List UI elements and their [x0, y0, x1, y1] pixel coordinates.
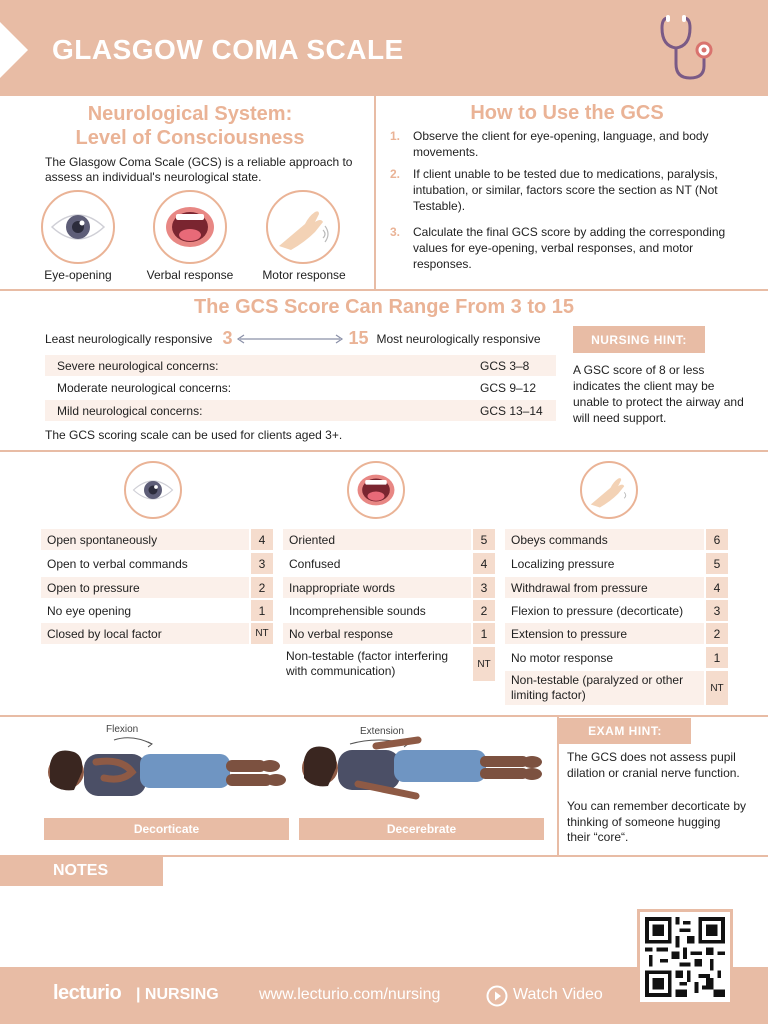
verbal-table-row	[283, 647, 495, 681]
least-responsive-label: Least neurologically responsive	[45, 331, 213, 346]
concern-label: Mild neurological concerns:	[57, 403, 203, 418]
motor-table-row	[505, 529, 728, 550]
eye-table-row	[41, 577, 273, 598]
step-text: Observe the client for eye-opening, language, and body movements.	[413, 129, 709, 159]
concern-row-moderate	[45, 377, 556, 398]
concern-value: GCS 9–12	[480, 380, 537, 395]
motor-response-icon-circle	[266, 190, 340, 264]
watch-video-link[interactable]: Watch Video	[513, 986, 603, 1003]
concern-value: GCS 13–14	[480, 403, 543, 418]
motor-score: 1	[706, 647, 728, 668]
step-text: Calculate the final GCS score by adding the corresponding values for eye-opening, verbal responses, and motor responses.	[413, 225, 726, 271]
step-text: If client unable to be tested due to medications, paralysis, intubation, or similar, factors score the section as NT (Not Testable).	[413, 167, 718, 213]
eye-score: 1	[251, 600, 273, 621]
verbal-response-label: Incomprehensible sounds	[289, 603, 426, 618]
concern-label: Severe neurological concerns:	[57, 358, 219, 373]
vertical-divider	[374, 96, 376, 289]
decerebrate-posture-illustration	[298, 736, 548, 810]
neuro-section-title	[40, 102, 340, 150]
neuro-title-line1: Neurological System:	[87, 103, 293, 125]
concern-label: Moderate neurological concerns:	[57, 380, 232, 395]
section-divider	[0, 289, 768, 291]
eye-response-label: Open spontaneously	[41, 529, 249, 550]
website-link[interactable]: www.lecturio.com/nursing	[259, 986, 441, 1003]
motor-table-icon-circle	[580, 461, 638, 519]
neuro-title-line2: Level of Consciousness	[75, 127, 305, 149]
verbal-score: NT	[473, 647, 495, 681]
motor-table-row	[505, 577, 728, 598]
range-scale	[45, 328, 541, 349]
nursing-hint-label: NURSING HINT:	[573, 326, 705, 353]
motor-score: 2	[706, 623, 728, 644]
motor-response-label: Flexion to pressure (decorticate)	[511, 603, 684, 618]
step-number: 3.	[390, 225, 401, 239]
exam-hint-text-1: The GCS does not assess pupil dilation or cranial nerve function.	[567, 750, 740, 780]
motor-score: 5	[706, 553, 728, 574]
verbal-score: 3	[473, 577, 495, 598]
motor-response-label: Withdrawal from pressure	[505, 577, 704, 598]
verbal-response-label: Inappropriate words	[283, 577, 471, 598]
eye-table-icon-circle	[124, 461, 182, 519]
eye-score: 3	[251, 553, 273, 574]
hand-icon	[587, 471, 631, 509]
section-divider	[0, 450, 768, 452]
section-divider	[0, 715, 768, 717]
motor-table-row	[505, 623, 728, 644]
qr-code-icon	[645, 917, 725, 997]
decerebrate-label: Decerebrate	[299, 818, 544, 840]
exam-hint-label: EXAM HINT:	[559, 718, 691, 744]
motor-score: 6	[706, 529, 728, 550]
page-title: GLASGOW COMA SCALE	[52, 34, 404, 65]
motor-score: 3	[706, 600, 728, 621]
mouth-icon	[356, 472, 396, 508]
notes-label: NOTES	[0, 855, 163, 886]
verbal-score: 1	[473, 623, 495, 644]
header-banner	[0, 0, 768, 96]
neuro-description: The Glasgow Coma Scale (GCS) is a reliable approach to assess an individual's neurological state.	[45, 155, 353, 184]
concern-row-mild	[45, 400, 556, 421]
motor-response-label: Extension to pressure	[505, 623, 704, 644]
eye-response-label: No eye opening	[47, 603, 132, 618]
motor-score: NT	[706, 671, 728, 705]
verbal-response-label: Confused	[289, 556, 341, 571]
eye-response-label: Closed by local factor	[41, 623, 249, 644]
play-icon[interactable]	[486, 985, 508, 1007]
concern-value: GCS 3–8	[480, 358, 530, 373]
verbal-score: 5	[473, 529, 495, 550]
verbal-response-label: No verbal response	[283, 623, 471, 644]
concern-row-severe	[45, 355, 556, 376]
eye-opening-label: Eye-opening	[44, 268, 112, 282]
most-responsive-label: Most neurologically responsive	[376, 331, 541, 346]
verbal-score: 2	[473, 600, 495, 621]
verbal-response-label: Non-testable (factor interfering with communication)	[286, 649, 449, 678]
header-arrow-decoration	[0, 22, 28, 78]
eye-table-row	[41, 600, 273, 621]
eye-icon	[50, 207, 106, 247]
range-min: 3	[222, 328, 233, 348]
step-2	[390, 166, 735, 214]
nursing-label: | NURSING	[136, 986, 219, 1003]
verbal-table-row	[283, 623, 495, 644]
lecturio-logo: lecturio	[53, 982, 122, 1004]
motor-response-label: Non-testable (paralyzed or other limiting factor)	[505, 671, 704, 705]
eye-score: NT	[251, 623, 273, 644]
hand-icon	[275, 202, 331, 252]
eye-score: 4	[251, 529, 273, 550]
motor-table-row	[505, 647, 728, 668]
motor-response-label: Obeys commands	[505, 529, 704, 550]
eye-table-row	[41, 529, 273, 550]
extension-annotation: Extension	[360, 726, 404, 737]
verbal-table-icon-circle	[347, 461, 405, 519]
step-1	[390, 128, 735, 160]
eye-table-row	[41, 553, 273, 574]
age-note: The GCS scoring scale can be used for clients aged 3+.	[45, 428, 343, 442]
decorticate-posture-illustration	[44, 732, 294, 810]
verbal-response-label: Verbal response	[146, 268, 234, 282]
motor-score: 4	[706, 577, 728, 598]
flexion-annotation: Flexion	[106, 724, 139, 735]
motor-table-row	[505, 671, 728, 705]
verbal-response-icon-circle	[153, 190, 227, 264]
verbal-table-row	[283, 600, 495, 621]
double-arrow-icon	[236, 333, 344, 345]
exam-hint-text-2: You can remember decorticate by thinking of someone hugging their “core“.	[567, 799, 746, 844]
motor-response-label: Localizing pressure	[511, 556, 615, 571]
qr-code[interactable]	[637, 909, 733, 1005]
motor-response-label: No motor response	[511, 650, 614, 665]
step-3	[390, 224, 735, 272]
motor-table-row	[505, 600, 728, 621]
eye-opening-icon-circle	[41, 190, 115, 264]
eye-score: 2	[251, 577, 273, 598]
motor-table-row	[505, 553, 728, 574]
step-number: 1.	[390, 129, 401, 143]
eye-icon	[131, 475, 175, 505]
verbal-score: 4	[473, 553, 495, 574]
stethoscope-icon	[658, 14, 722, 86]
verbal-table-row	[283, 553, 495, 574]
decorticate-label: Decorticate	[44, 818, 289, 840]
range-max: 15	[348, 328, 369, 348]
eye-response-label: Open to pressure	[41, 577, 249, 598]
verbal-response-label: Oriented	[283, 529, 471, 550]
step-number: 2.	[390, 167, 401, 181]
mouth-icon	[164, 204, 216, 250]
verbal-table-row	[283, 577, 495, 598]
range-section-title: The GCS Score Can Range From 3 to 15	[193, 296, 575, 318]
nursing-hint-text: A GSC score of 8 or less indicates the client may be unable to protect the airway and will need support.	[573, 363, 744, 425]
eye-response-label: Open to verbal commands	[47, 556, 188, 571]
how-to-use-title: How to Use the GCS	[470, 102, 664, 124]
eye-table-row	[41, 623, 273, 644]
motor-response-label: Motor response	[262, 268, 346, 282]
verbal-table-row	[283, 529, 495, 550]
